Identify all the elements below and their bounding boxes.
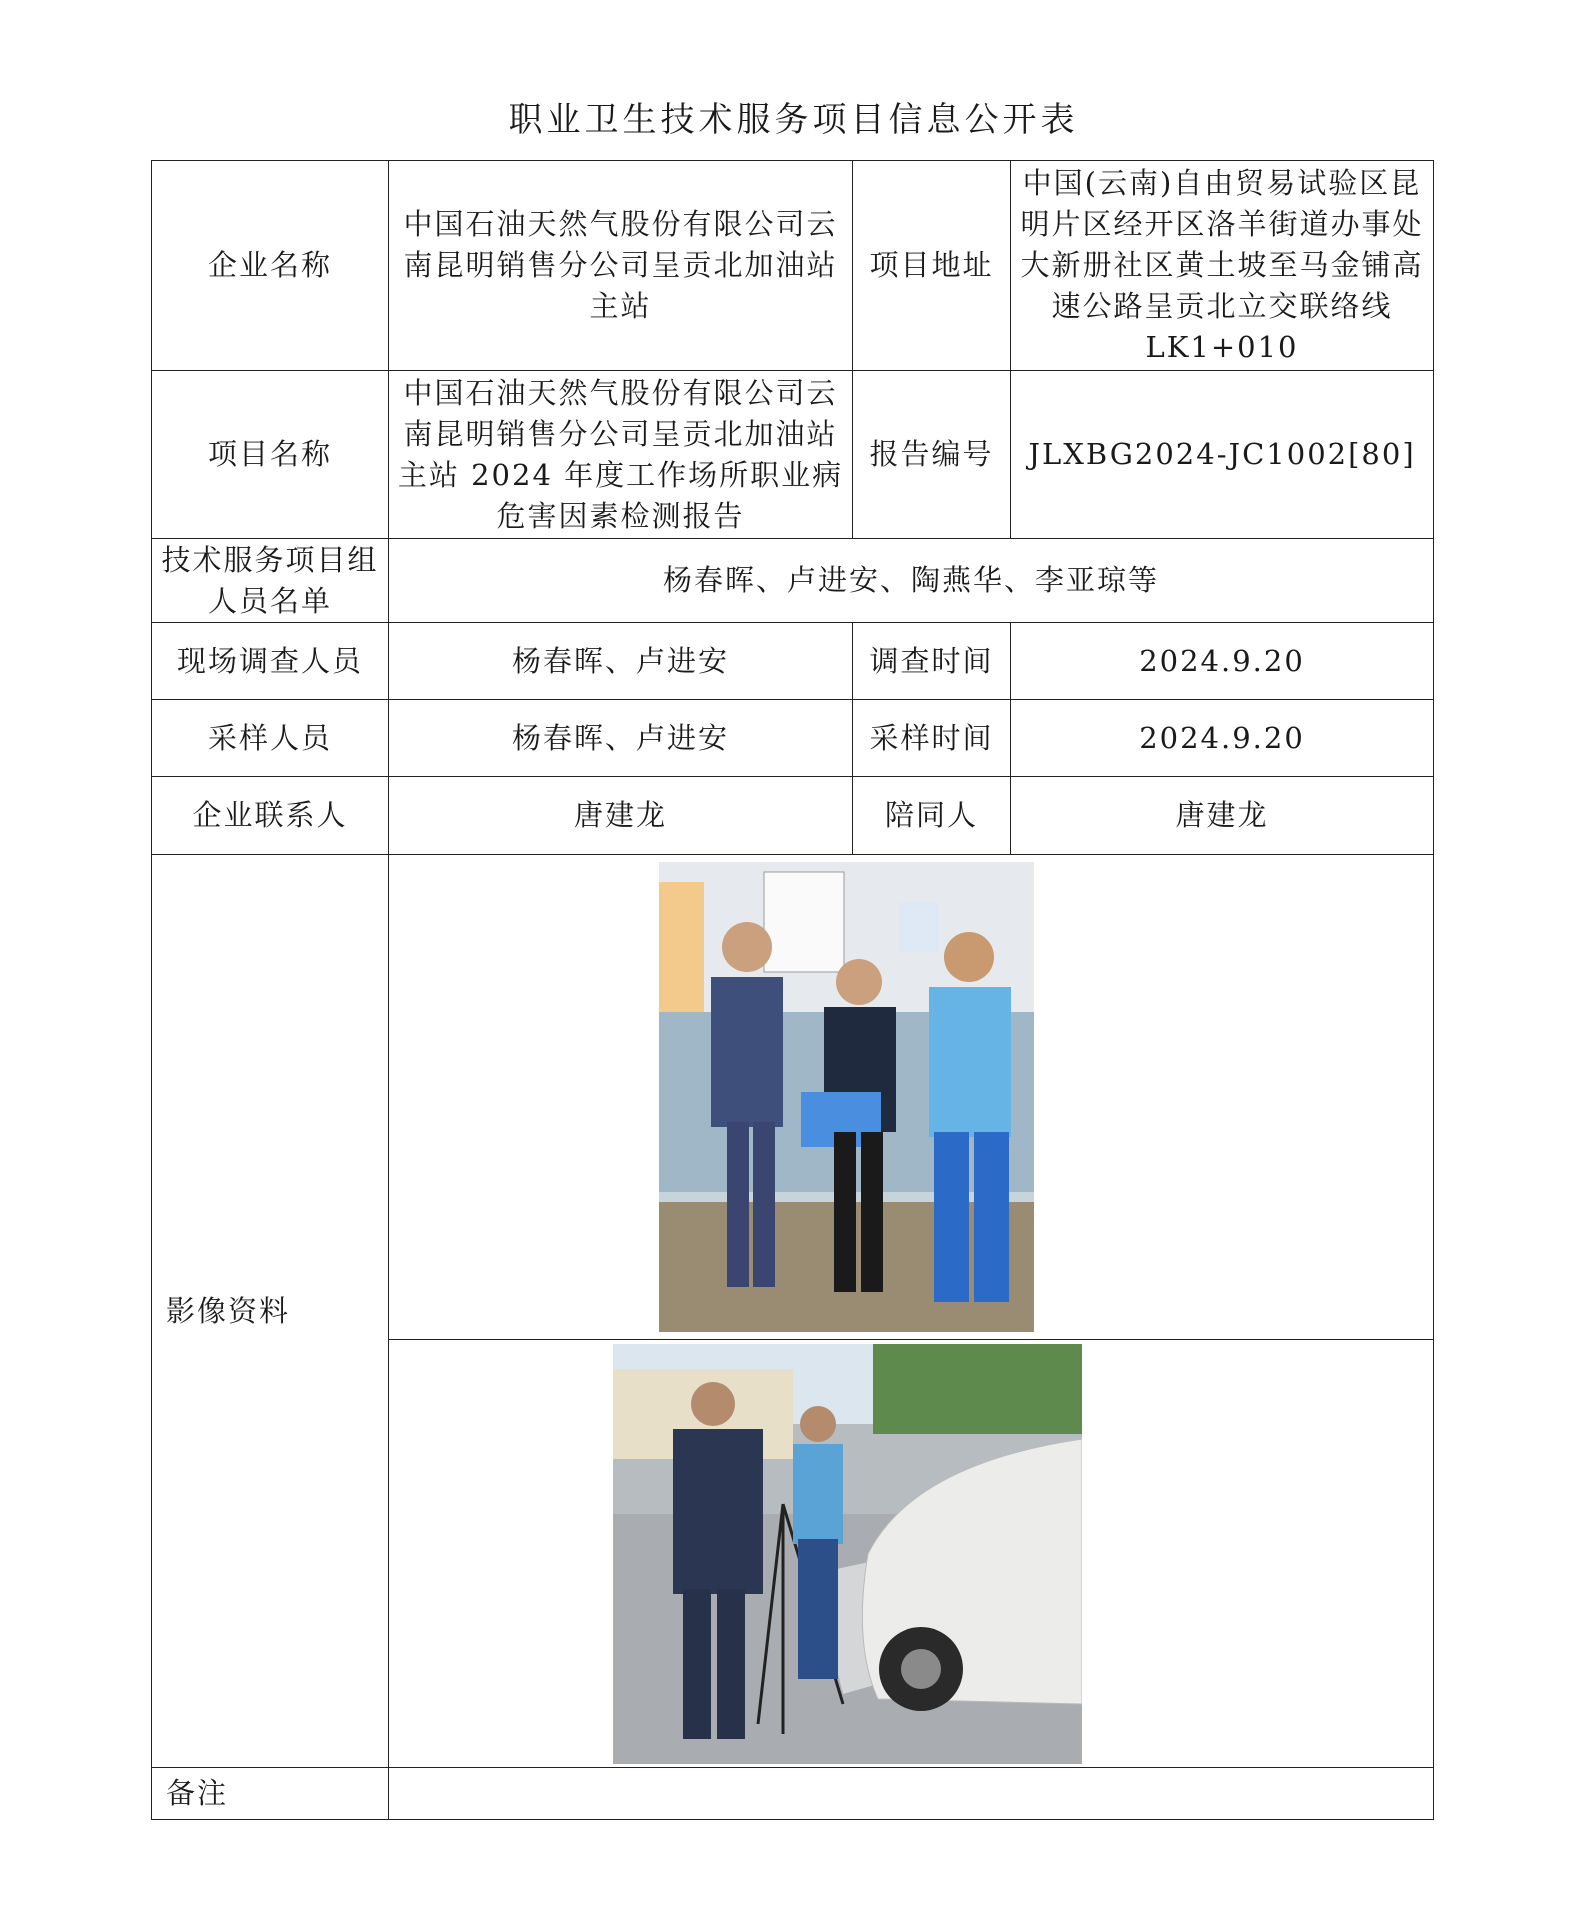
sampling-time-label: 采样时间 bbox=[853, 700, 1011, 777]
address-label: 项目地址 bbox=[853, 161, 1011, 371]
team-label: 技术服务项目组人员名单 bbox=[152, 539, 389, 623]
row-survey bbox=[152, 623, 1434, 700]
report-no-value: JLXBG2024-JC1002[80] bbox=[1011, 371, 1434, 539]
sampling-staff-value: 杨春晖、卢进安 bbox=[389, 700, 853, 777]
row-image-1 bbox=[152, 855, 1434, 1340]
survey-staff-value: 杨春晖、卢进安 bbox=[389, 623, 853, 700]
row-contact bbox=[152, 777, 1434, 855]
row-project bbox=[152, 371, 1434, 539]
page-title: 职业卫生技术服务项目信息公开表 bbox=[508, 100, 1079, 140]
company-value: 中国石油天然气股份有限公司云南昆明销售分公司呈贡北加油站主站 bbox=[389, 161, 853, 371]
contact-label: 企业联系人 bbox=[152, 777, 389, 855]
row-team bbox=[152, 539, 1434, 623]
field-photo bbox=[613, 1344, 1082, 1764]
remarks-label: 备注 bbox=[152, 1768, 389, 1820]
project-label: 项目名称 bbox=[152, 371, 389, 539]
team-value: 杨春晖、卢进安、陶燕华、李亚琼等 bbox=[389, 539, 1434, 623]
contact-value: 唐建龙 bbox=[389, 777, 853, 855]
info-table bbox=[151, 160, 1434, 1820]
images-label: 影像资料 bbox=[152, 855, 389, 1768]
row-company bbox=[152, 161, 1434, 371]
row-sampling bbox=[152, 700, 1434, 777]
survey-time-label: 调查时间 bbox=[853, 623, 1011, 700]
survey-time-value: 2024.9.20 bbox=[1011, 623, 1434, 700]
survey-staff-label: 现场调查人员 bbox=[152, 623, 389, 700]
report-no-label: 报告编号 bbox=[853, 371, 1011, 539]
photo-cell-1 bbox=[389, 855, 1434, 1340]
photo-cell-2 bbox=[389, 1340, 1434, 1768]
team-photo bbox=[659, 862, 1034, 1332]
company-label: 企业名称 bbox=[152, 161, 389, 371]
remarks-value bbox=[389, 1768, 1434, 1820]
field-photo-image bbox=[613, 1344, 1082, 1764]
team-photo-image bbox=[659, 862, 1034, 1332]
address-value: 中国(云南)自由贸易试验区昆明片区经开区洛羊街道办事处大新册社区黄土坡至马金铺高速公路呈贡北立交联络线 LK1+010 bbox=[1011, 161, 1434, 371]
row-remarks bbox=[152, 1768, 1434, 1820]
companion-label: 陪同人 bbox=[853, 777, 1011, 855]
project-value: 中国石油天然气股份有限公司云南昆明销售分公司呈贡北加油站主站 2024 年度工作场所职业病危害因素检测报告 bbox=[389, 371, 853, 539]
sampling-time-value: 2024.9.20 bbox=[1011, 700, 1434, 777]
sampling-staff-label: 采样人员 bbox=[152, 700, 389, 777]
companion-value: 唐建龙 bbox=[1011, 777, 1434, 855]
